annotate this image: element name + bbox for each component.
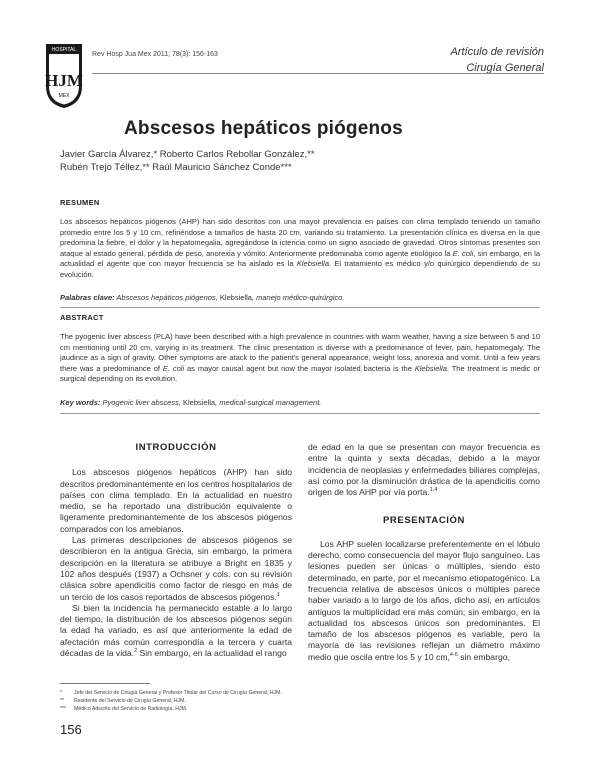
logo-top-text: HOSPITAL (51, 47, 77, 53)
key-words: Key words: Pyogenic liver abscess, Klebsiella, medical-surgical management. (60, 398, 322, 407)
article-type: Artículo de revisión (450, 46, 544, 58)
journal-logo (44, 42, 84, 110)
body-column-left (60, 442, 292, 659)
introduccion-heading: INTRODUCCIÓN (135, 442, 217, 453)
logo-bottom-text: MEX (58, 93, 70, 99)
intro-paragraph-2: Las primeras descripciones de abscesos piógenos se describieron en la antigua Grecia, sin embargo, la primera descripción en la literatura se atribuye a Bright en 1835 y 102 años después (1937) a Ochsner y cols. con su revisión clásica sobre apendicitis como factor de riesgo en más de un tercio de los casos reportados de abscesos piógenos.$^1$ (60, 535, 292, 602)
resumen-text: Los abscesos hepáticos piógenos (AHP) han sido descritos con una mayor prevalencia en países con clima templado teniendo un tamaño promedio entre los 5 y 10 cm, refiriéndose a tamaños de hasta 20 cm, variando su tratamiento. La presentación clínica es diversa en la que predomina la fiebre, el dolor y la hepatomegalia, agregándose la ictericia como un signo asociado de gravedad. Otros síntomas presentes son ataque al estado general, pérdida de peso, anorexia y vómito. Anteriormente predominaba como agente etiológico la E. coli, sin embargo, en la actualidad el agente que con mayor frecuencia se ha aislado es la Klebsiella. El tratamiento es médico y/o quirúrgico dependiendo de su evolución. (60, 217, 541, 279)
resumen-heading: RESUMEN (60, 198, 100, 207)
intro-paragraph-1: Los abscesos piógenos hepáticos (AHP) han sido descritos predominantemente en los centros hospitalarios de países con clima templado. En la actualidad en nuestro medio, se ha reportado una distribución equivalente o ligeramente predominantemente de los abscesos piógenos comparados con los amebianos. (60, 467, 292, 534)
authors-line-1: Javier García Álvarez,* Roberto Carlos Rebollar González,** (60, 149, 315, 160)
intro-paragraph-3: Si bien la incidencia ha permanecido estable a lo largo del tiempo, la distribución de los abscesos piógenos según la edad ha variado, es así que anteriormente la edad de afectación más común correspondía a la tercera y cuarta décadas de la vida.$^2$ Sin embargo, en la actualidad el rango (60, 602, 292, 659)
body-column-right (308, 442, 540, 663)
footnote: * Jefe del Servicio de Cirugía General y Profesor Titular del Curso de Cirugía General, HJM. (60, 690, 282, 696)
section-divider (60, 307, 540, 308)
authors-line-2: Rubén Trejo Téllez,** Raúl Mauricio Sánchez Conde*** (60, 162, 292, 173)
header-divider (92, 73, 544, 74)
palabras-clave: Palabras clave: Abscesos hepáticos piógenos, Klebsiella, manejo médico-quirúrgico. (60, 293, 345, 302)
intro-paragraph-3-continued: de edad en la que se presentan con mayor frecuencia es entre la quinta y sexta décadas, debido a la mayor incidencia de neoplasias y enfermedades biliares complejas, así como por la disminución drástica de la apendicitis como origen de los AHP por vía porta.$^{1,4}$ (308, 442, 540, 498)
presentation-paragraph-1: Los AHP suelen localizarse preferentemente en el lóbulo derecho, como consecuencia del mayor flujo sanguíneo. Las lesiones pueden ser únicas o múltiples, siendo esto determinado, en parte, por el mecanismo etiopatogénico. La frecuencia relativa de abscesos únicos o múltiples parece haber variado a lo largo de los años, dicho así, en artículos antiguos la multiplicidad era más común; sin embargo, en la actualidad los abscesos únicos son predominantes. El tamaño de los abscesos piógenos es variable, pero la mayoría de las revisiones reflejan un diámetro máximo medio que oscila entre los 5 y 10 cm,$^{4-6}$ sin embargo, (308, 538, 540, 662)
presentacion-heading: PRESENTACIÓN (383, 515, 465, 527)
footnote-divider (60, 683, 150, 684)
footnote: *** Médico Adscrito del Servicio de Radiología, HJM. (60, 706, 188, 712)
abstract-heading: ABSTRACT (60, 313, 104, 322)
section-divider (60, 413, 540, 414)
article-title: Abscesos hepáticos piógenos (124, 118, 403, 139)
logo-monogram: HJM (45, 71, 83, 90)
article-section: Cirugía General (466, 62, 544, 74)
footnote: ** Residente del Servicio de Cirugía General, HJM. (60, 698, 186, 704)
page-number: 156 (60, 722, 82, 737)
abstract-text: The pyogenic liver abscess (PLA) have been described with a high prevalence in countries with warm weather, having a size between 5 and 10 cm mentioning until 20 cm, varying in its treatment. The clinic presentation is diverse with a predominance of fever, pain, hepatomegaly. The jaudince as a sign of gravity. Other symptoms are atack to the patient's general appearance, weight loss, anorexia and vomit. Until a few years there was a predominance of E. coli as mayor causal agent but now the mayor isolated bacteria is the Klebsiella. The treatment is medic or surgical depending on its evolution. (60, 332, 540, 384)
journal-citation: Rev Hosp Jua Mex 2011; 78(3): 156-163 (92, 51, 218, 58)
